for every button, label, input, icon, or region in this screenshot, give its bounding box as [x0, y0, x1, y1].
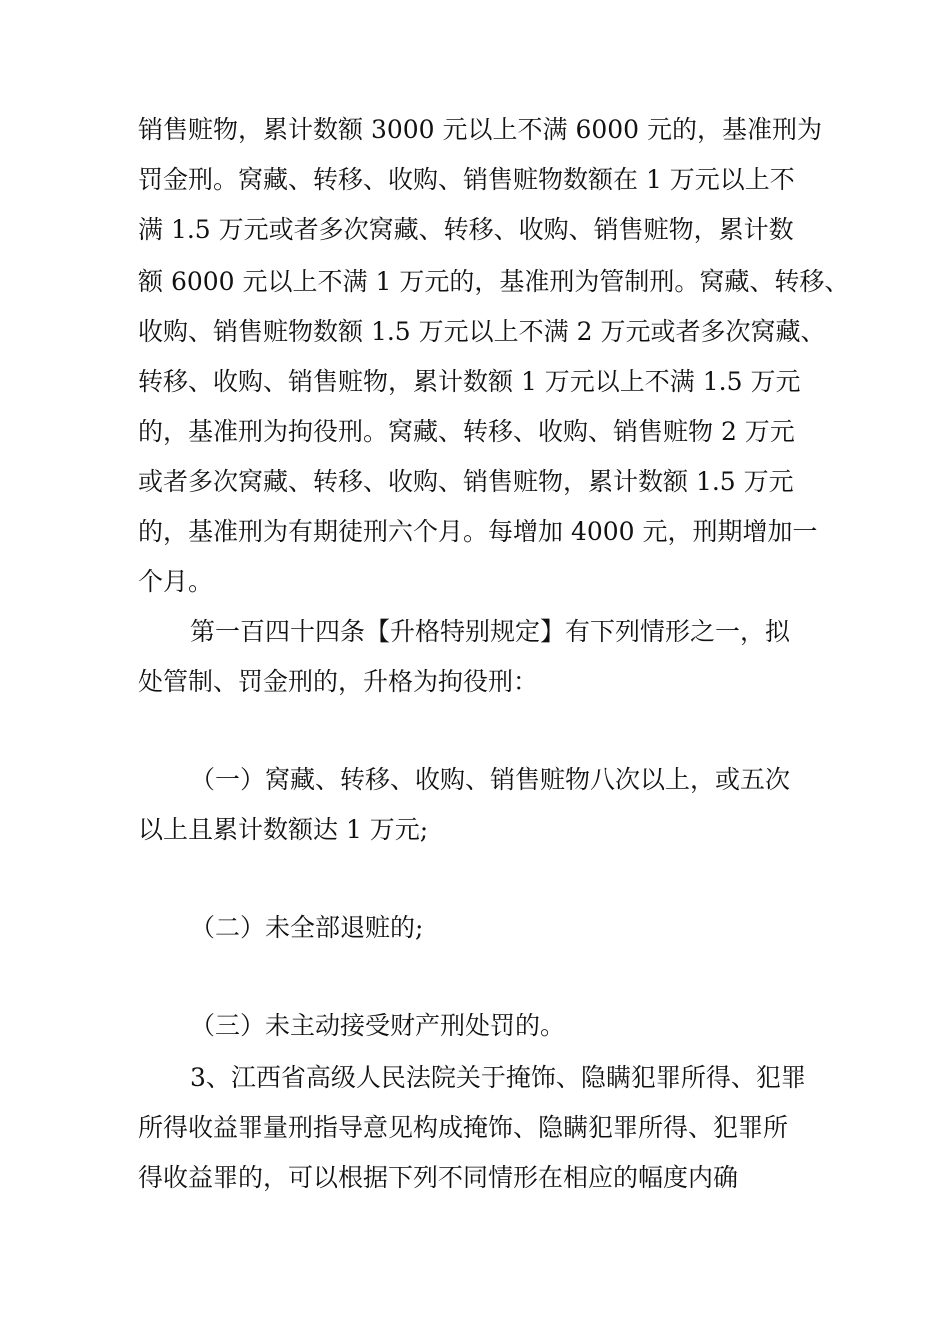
item-3-line-1: （三）未主动接受财产刑处罚的。	[190, 1011, 566, 1040]
paragraph-1-line-4: 额 6000 元以上不满 1 万元的，基准刑为管制刑。窝藏、转移、	[138, 267, 850, 296]
item-2-line-1: （二）未全部退赃的;	[190, 913, 424, 942]
paragraph-1-line-5: 收购、销售赃物数额 1.5 万元以上不满 2 万元或者多次窝藏、	[138, 317, 826, 346]
paragraph-1-line-1: 销售赃物，累计数额 3000 元以上不满 6000 元的，基准刑为	[138, 115, 823, 144]
paragraph-1-line-10: 个月。	[138, 567, 214, 596]
paragraph-1-line-7: 的，基准刑为拘役刑。窝藏、转移、收购、销售赃物 2 万元	[138, 417, 795, 446]
item-1-line-2: 以上且累计数额达 1 万元;	[138, 815, 429, 844]
paragraph-1-line-9: 的，基准刑为有期徒刑六个月。每增加 4000 元，刑期增加一	[138, 517, 818, 546]
paragraph-3-line-2: 所得收益罪量刑指导意见构成掩饰、隐瞒犯罪所得、犯罪所	[138, 1113, 789, 1142]
paragraph-1-line-8: 或者多次窝藏、转移、收购、销售赃物，累计数额 1.5 万元	[138, 467, 794, 496]
paragraph-2-line-2: 处管制、罚金刑的，升格为拘役刑：	[138, 667, 539, 696]
paragraph-3-line-1: 3、江西省高级人民法院关于掩饰、隐瞒犯罪所得、犯罪	[190, 1063, 806, 1092]
paragraph-1-line-3: 满 1.5 万元或者多次窝藏、转移、收购、销售赃物，累计数	[138, 215, 794, 244]
item-1-line-1: （一）窝藏、转移、收购、销售赃物八次以上，或五次	[190, 765, 791, 794]
paragraph-2-line-1: 第一百四十四条【升格特别规定】有下列情形之一，拟	[190, 617, 791, 646]
paragraph-3-line-3: 得收益罪的，可以根据下列不同情形在相应的幅度内确	[138, 1163, 739, 1192]
paragraph-1-line-2: 罚金刑。窝藏、转移、收购、销售赃物数额在 1 万元以上不	[138, 165, 795, 194]
paragraph-1-line-6: 转移、收购、销售赃物，累计数额 1 万元以上不满 1.5 万元	[138, 367, 801, 396]
